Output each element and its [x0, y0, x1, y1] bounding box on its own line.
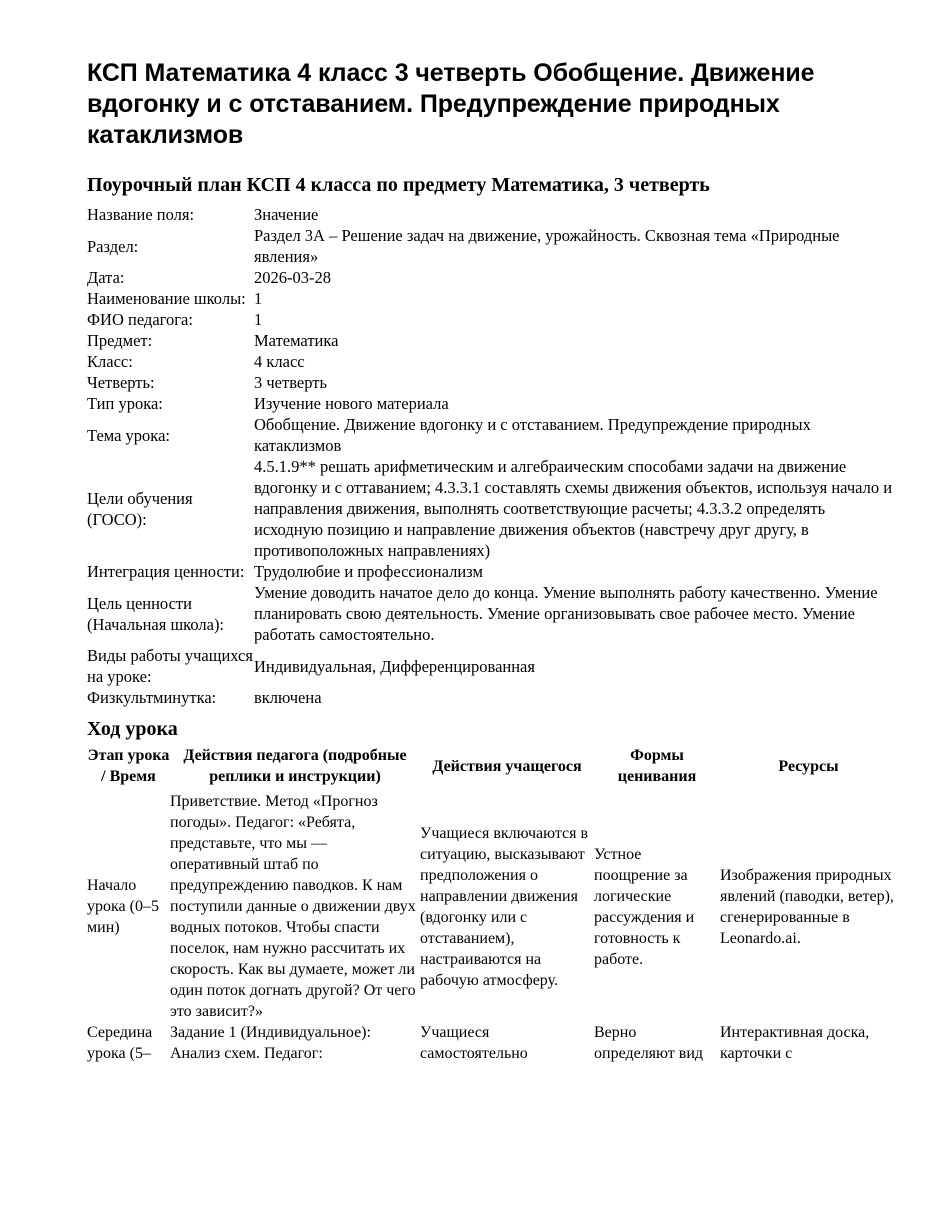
info-row: [87, 309, 897, 330]
info-field-value: 3 четверть: [254, 373, 327, 392]
lesson-cell: Учащиеся включаются в ситуацию, высказывают предположения о направлении движения (вдогонку или с отставанием), настраиваются на рабочую атмосферу.: [420, 824, 589, 989]
info-field-name: Цель ценности (Начальная школа):: [87, 593, 225, 634]
lesson-table-header: [87, 745, 897, 791]
info-field-name: Класс:: [87, 352, 133, 371]
info-field-name: Интеграция ценности:: [87, 562, 245, 581]
info-row: [87, 372, 897, 393]
info-field-value: 4.5.1.9** решать арифметическим и алгебраическим способами задачи на движение вдогонку и с оттаванием; 4.3.3.1 составлять схемы движения объектов, используя начало и направления движения, выполнять соответствующие расчеты; 4.3.3.2 определять исходную позицию и направление движения объектов (навстречу друг другу, в противоположных направлениях): [254, 457, 893, 560]
info-row: [87, 456, 897, 561]
document-page: [87, 58, 897, 1064]
info-field-name: Дата:: [87, 268, 125, 287]
info-field-value: 2026-03-28: [254, 268, 331, 287]
info-field-value: Трудолюбие и профессионализм: [254, 562, 483, 581]
info-field-name: Название поля:: [87, 205, 195, 224]
info-row: [87, 267, 897, 288]
lesson-cell: Начало урока (0–5 мин): [87, 877, 159, 936]
info-field-value: Математика: [254, 331, 339, 350]
info-field-name: Цели обучения (ГОСО):: [87, 488, 193, 529]
lesson-row: [87, 1022, 897, 1064]
lesson-table: [87, 745, 897, 1064]
info-field-name: Раздел:: [87, 236, 139, 256]
lesson-heading: Ход урока: [87, 718, 178, 740]
lesson-cell: Устное поощрение за логические рассуждения и готовность к работе.: [594, 845, 695, 968]
info-row: [87, 288, 897, 309]
info-field-value: 4 класс: [254, 352, 305, 371]
info-field-value: Индивидуальная, Дифференцированная: [254, 656, 535, 676]
info-row: [87, 414, 897, 456]
info-row: [87, 225, 897, 267]
lesson-cell: Приветствие. Метод «Прогноз погоды». Педагог: «Ребята, представьте, что мы — оперативный штаб по предупреждению паводков. К нам поступили данные о движении двух водных потоков. Чтобы спасти поселок, нам нужно рассчитать их скорость. Как вы думаете, может ли один поток догнать другой? От чего это зависит?»: [170, 793, 416, 1020]
info-field-value: Значение: [254, 205, 319, 224]
lesson-column-header: Формы ценивания: [617, 747, 697, 785]
info-table: [87, 204, 897, 708]
info-field-name: Тема урока:: [87, 425, 170, 445]
info-row: [87, 582, 897, 645]
info-field-name: Четверть:: [87, 373, 155, 392]
info-field-value: Изучение нового материала: [254, 394, 449, 413]
info-field-name: Виды работы учащихся на уроке:: [87, 646, 253, 686]
lesson-cell: Середина урока (5–: [87, 1024, 153, 1062]
info-field-value: 1: [254, 310, 263, 329]
info-field-name: Физкультминутка:: [87, 688, 217, 707]
lesson-cell: Верно определяют вид: [594, 1024, 704, 1062]
lesson-column-header: Действия педагога (подробные реплики и инструкции): [183, 747, 407, 785]
info-field-value: Обобщение. Движение вдогонку и с отставанием. Предупреждение природных катаклизмов: [254, 415, 811, 455]
lesson-cell: Изображения природных явлений (паводки, ветер), сгенерированные в Leonardo.ai.: [720, 866, 894, 947]
info-row: [87, 687, 897, 708]
info-row: [87, 645, 897, 687]
info-row: [87, 393, 897, 414]
info-field-value: 1: [254, 289, 263, 308]
info-row: [87, 204, 897, 225]
info-field-value: Умение доводить начатое дело до конца. Умение выполнять работу качественно. Умение планировать свою деятельность. Умение организовывать свое рабочее место. Умение работать самостоятельно.: [254, 583, 878, 644]
lesson-column-header: Действия учащегося: [432, 757, 582, 775]
lesson-row: [87, 791, 897, 1022]
lesson-cell: Интерактивная доска, карточки с: [720, 1024, 870, 1062]
lesson-column-header: Этап урока / Время: [87, 747, 170, 785]
info-field-name: Предмет:: [87, 331, 153, 350]
info-row: [87, 351, 897, 372]
lesson-cell: Учащиеся самостоятельно: [420, 1024, 528, 1062]
plan-subtitle: Поурочный план КСП 4 класса по предмету Математика, 3 четверть: [87, 174, 710, 196]
info-field-name: ФИО педагога:: [87, 310, 193, 329]
lesson-cell: Задание 1 (Индивидуальное): Анализ схем. Педагог:: [170, 1024, 371, 1062]
info-field-name: Тип урока:: [87, 394, 163, 413]
info-field-name: Наименование школы:: [87, 289, 246, 308]
info-row: [87, 330, 897, 351]
info-field-value: включена: [254, 688, 322, 707]
info-row: [87, 561, 897, 582]
document-title: КСП Математика 4 класс 3 четверть Обобщение. Движение вдогонку и с отставанием. Предупреждение природных катаклизмов: [87, 59, 815, 149]
info-field-value: Раздел 3А – Решение задач на движение, урожайность. Сквозная тема «Природные явления»: [254, 226, 840, 266]
lesson-column-header: Ресурсы: [778, 757, 839, 775]
